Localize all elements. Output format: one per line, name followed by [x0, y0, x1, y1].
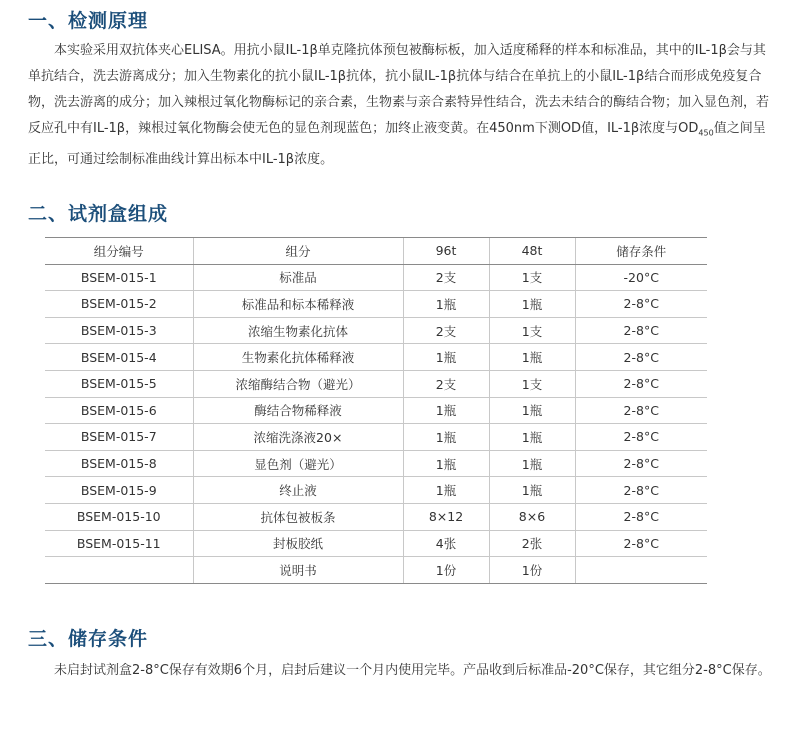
section-title-principle: 一、检测原理 — [28, 10, 149, 32]
table-row — [45, 370, 707, 397]
cell-48t: 1瓶 — [489, 424, 575, 451]
cell-96t: 2支 — [403, 264, 489, 291]
cell-48t: 1瓶 — [489, 397, 575, 424]
cell-component-id: BSEM-015-11 — [45, 530, 193, 557]
cell-96t: 1瓶 — [403, 477, 489, 504]
cell-storage: 2-8°C — [575, 317, 707, 344]
cell-48t: 1支 — [489, 317, 575, 344]
cell-storage: 2-8°C — [575, 344, 707, 371]
table-row — [45, 530, 707, 557]
cell-component: 标准品 — [193, 264, 403, 291]
table-row — [45, 291, 707, 318]
section-title-composition: 二、试剂盒组成 — [28, 203, 169, 225]
cell-48t: 2张 — [489, 530, 575, 557]
cell-storage: 2-8°C — [575, 424, 707, 451]
table-row — [45, 477, 707, 504]
cell-storage: 2-8°C — [575, 397, 707, 424]
cell-component: 抗体包被板条 — [193, 503, 403, 530]
cell-component-id: BSEM-015-8 — [45, 450, 193, 477]
cell-component-id: BSEM-015-6 — [45, 397, 193, 424]
cell-component: 浓缩酶结合物（避光） — [193, 370, 403, 397]
cell-storage — [575, 557, 707, 584]
cell-storage: 2-8°C — [575, 530, 707, 557]
cell-component-id: BSEM-015-5 — [45, 370, 193, 397]
cell-48t: 1支 — [489, 264, 575, 291]
cell-component: 酶结合物稀释液 — [193, 397, 403, 424]
kit-composition-table — [45, 237, 707, 584]
od-subscript: 450 — [698, 128, 714, 138]
header-component: 组分 — [193, 238, 403, 265]
cell-48t: 1支 — [489, 370, 575, 397]
cell-component: 浓缩生物素化抗体 — [193, 317, 403, 344]
cell-96t: 1瓶 — [403, 344, 489, 371]
cell-96t: 2支 — [403, 370, 489, 397]
cell-96t: 1瓶 — [403, 450, 489, 477]
table-row — [45, 424, 707, 451]
table-row — [45, 503, 707, 530]
cell-storage: -20°C — [575, 264, 707, 291]
cell-component-id: BSEM-015-2 — [45, 291, 193, 318]
table-header-row — [45, 238, 707, 265]
principle-text-end: 值之间呈正比，可通过绘制标准曲线计算出标本中IL-1β浓度。 — [28, 121, 766, 167]
cell-component: 说明书 — [193, 557, 403, 584]
cell-storage: 2-8°C — [575, 370, 707, 397]
header-96t: 96t — [403, 238, 489, 265]
table-row — [45, 317, 707, 344]
cell-component: 生物素化抗体稀释液 — [193, 344, 403, 371]
table-row — [45, 450, 707, 477]
cell-48t: 1瓶 — [489, 344, 575, 371]
cell-48t: 1瓶 — [489, 291, 575, 318]
cell-96t: 1份 — [403, 557, 489, 584]
cell-96t: 8×12 — [403, 503, 489, 530]
cell-96t: 4张 — [403, 530, 489, 557]
cell-component: 浓缩洗涤液20× — [193, 424, 403, 451]
cell-component-id: BSEM-015-3 — [45, 317, 193, 344]
cell-storage: 2-8°C — [575, 450, 707, 477]
cell-component: 标准品和标本稀释液 — [193, 291, 403, 318]
cell-48t: 1瓶 — [489, 477, 575, 504]
cell-component-id: BSEM-015-4 — [45, 344, 193, 371]
section-title-storage: 三、储存条件 — [28, 628, 149, 650]
cell-component: 封板胶纸 — [193, 530, 403, 557]
table-row — [45, 397, 707, 424]
cell-component-id: BSEM-015-1 — [45, 264, 193, 291]
cell-component-id: BSEM-015-9 — [45, 477, 193, 504]
cell-storage: 2-8°C — [575, 503, 707, 530]
table-row — [45, 264, 707, 291]
cell-component-id: BSEM-015-7 — [45, 424, 193, 451]
cell-48t: 1瓶 — [489, 450, 575, 477]
cell-96t: 1瓶 — [403, 424, 489, 451]
storage-paragraph: 未启封试剂盒2-8°C保存有效期6个月，启封后建议一个月内使用完毕。产品收到后标准品-20°C保存，其它组分2-8°C保存。 — [54, 663, 771, 678]
cell-component-id: BSEM-015-10 — [45, 503, 193, 530]
principle-paragraph — [28, 38, 772, 173]
table-row — [45, 344, 707, 371]
cell-storage: 2-8°C — [575, 291, 707, 318]
cell-component: 显色剂（避光） — [193, 450, 403, 477]
cell-component-id — [45, 557, 193, 584]
cell-96t: 1瓶 — [403, 397, 489, 424]
cell-storage: 2-8°C — [575, 477, 707, 504]
table-row — [45, 557, 707, 584]
header-storage: 储存条件 — [575, 238, 707, 265]
cell-48t: 1份 — [489, 557, 575, 584]
cell-48t: 8×6 — [489, 503, 575, 530]
cell-96t: 2支 — [403, 317, 489, 344]
table-body — [45, 264, 707, 583]
principle-text: 本实验采用双抗体夹心ELISA。用抗小鼠IL-1β单克隆抗体预包被酶标板，加入适度稀释的样本和标准品，其中的IL-1β会与其单抗结合，洗去游离成分；加入生物素化的抗小鼠IL-1β抗体，抗小鼠IL-1β抗体与结合在单抗上的小鼠IL-1β结合而形成免疫复合物，洗去游离的成分；加入辣根过氧化物酶标记的亲合素，生物素与亲合素特异性结合，洗去未结合的酶结合物；加入显色剂，若反应孔中有IL-1β，辣根过氧化物酶会使无色的显色剂现蓝色；加终止液变黄。在450nm下测OD值，IL-1β浓度与OD — [28, 43, 770, 136]
header-48t: 48t — [489, 238, 575, 265]
header-component-id: 组分编号 — [45, 238, 193, 265]
cell-96t: 1瓶 — [403, 291, 489, 318]
cell-component: 终止液 — [193, 477, 403, 504]
